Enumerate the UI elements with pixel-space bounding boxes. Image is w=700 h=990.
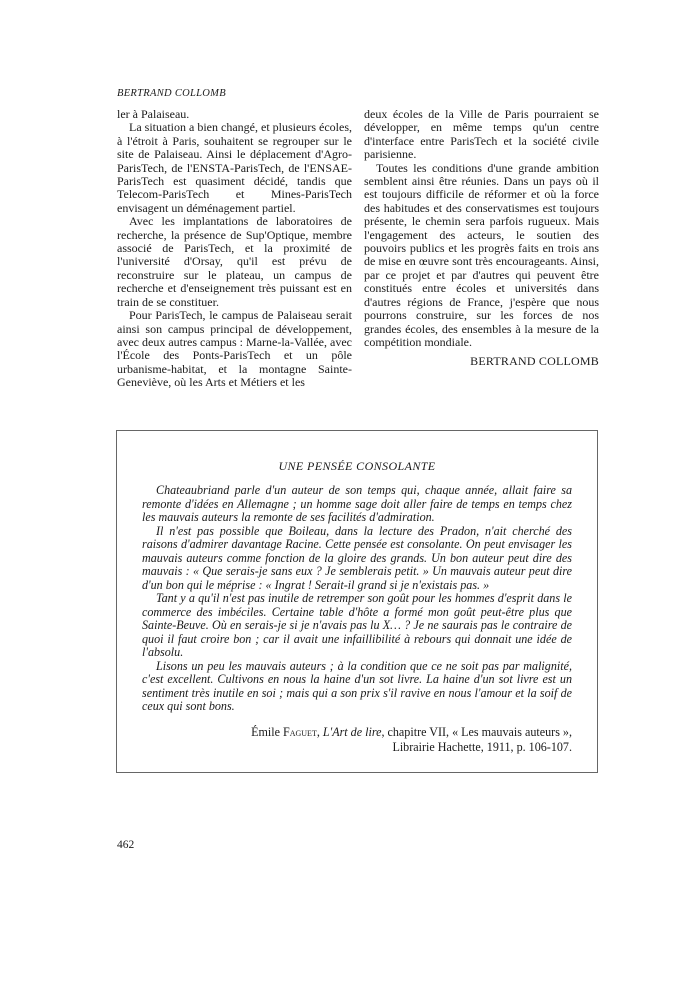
box-body [142, 484, 572, 714]
author-signature: BERTRAND COLLOMB [470, 354, 599, 369]
paragraph: ler à Palaiseau. [117, 107, 190, 121]
source-line-2: Librairie Hachette, 1911, p. 106-107. [392, 740, 572, 754]
paragraph: Toutes les conditions d'une grande ambition semblent ainsi être réunies. Dans un pays où il est toujours difficile de réformer et où la force des habitudes et des conservatismes est toujours présente, le chemin sera parfois rugueux. Mais l'engagement des acteurs, le soutien des pouvoirs publics et les progrès faits en trois ans de mise en œuvre sont très encourageants. Ainsi, par ce projet et par d'autres qui peuvent être constitués entre écoles et universités dans d'autres régions de France, j'espère que nous pourrons construire, sur les forces de nos grandes écoles, des ensembles à la mesure de la compétition mondiale. [364, 160, 599, 349]
quote-paragraph: Chateaubriand parle d'un auteur de son temps qui, chaque année, allait faire sa remonte d'idées en Allemagne ; un homme sage doit aller faire de temps en temps chez les mauvais auteurs la remonte de ses facilités d'admiration. [142, 483, 572, 524]
running-head: BERTRAND COLLOMB [117, 88, 226, 99]
source-work-title: L'Art de lire [322, 725, 382, 739]
paragraph: Pour ParisTech, le campus de Palaiseau serait ainsi son campus principal de développement, avec deux autres campus : Marne-la-Vallée, avec l'École des Ponts-ParisTech et un pôle urbanisme-habitat, et la montagne Sainte-Geneviève, où les Arts et Métiers et les [117, 308, 352, 390]
quote-box [116, 430, 598, 773]
quote-paragraph: Lisons un peu les mauvais auteurs ; à la condition que ce ne soit pas par malignité, c'est excellent. Cultivons en nous la haine d'un sot livre. La haine d'un sot livre est un sentiment très inutile en soi ; mais qui a son prix s'il ravive en nous l'amour et la soif de ceux qui sont bons. [142, 658, 572, 713]
quote-paragraph: Tant y a qu'il n'est pas inutile de retremper son goût pour les hommes d'esprit dans le commerce des imbéciles. Certaine table d'hôte a formé mon goût peut-être plus que Sainte-Beuve. Où en serais-je si je n'avais pas lu X… ? Je ne saurais pas le contraire de quoi il faut croire bon ; car il avait une infaillibilité à rebours qui donnait une idée de l'absolu. [142, 591, 572, 659]
paragraph: deux écoles de la Ville de Paris pourraient se développer, en même temps qu'un centre d'interface entre ParisTech et la société civile parisienne. [364, 107, 599, 162]
box-title: UNE PENSÉE CONSOLANTE [278, 459, 436, 473]
page-number: 462 [117, 839, 135, 851]
source-author-first: Émile [251, 725, 283, 739]
quote-paragraph: Il n'est pas possible que Boileau, dans la lecture des Pradon, n'ait cherché des raisons d'admirer davantage Racine. Cette pensée est consolante. On peut envisager les mauvais auteurs comme fonction de la gloire des grands. Un bon auteur peut dire des mauvais : « Que serais-je sans eux ? Je semblerais petit. » Un mauvais auteur peut dire d'un bon qui le méprise : « Ingrat ! Serait-il grand si je n'existais pas. » [142, 523, 572, 592]
left-column [117, 108, 352, 390]
quote-source [251, 725, 572, 755]
source-line-1 [251, 725, 572, 740]
right-column [364, 108, 599, 369]
source-author-last: Faguet [283, 725, 317, 739]
source-chapter: , chapitre VII, « Les mauvais auteurs », [381, 725, 572, 739]
source-sep: , [316, 725, 323, 739]
paragraph: Avec les implantations de laboratoires de recherche, la présence de Sup'Optique, membre associé de ParisTech, et la proximité de l'université d'Orsay, qu'il est prévu de reconstruire sur le plateau, un campus de recherche et d'enseignement très puissant est en train de se constituer. [117, 214, 352, 309]
paragraph: La situation a bien changé, et plusieurs écoles, à l'étroit à Paris, souhaitent se regrouper sur le site de Palaiseau. Ainsi le déplacement d'Agro-ParisTech, de l'ENSTA-ParisTech, de l'ENSAE-ParisTech est quasiment décidé, tandis que Telecom-ParisTech et Mines-ParisTech envisagent un déménagement partiel. [117, 120, 352, 215]
